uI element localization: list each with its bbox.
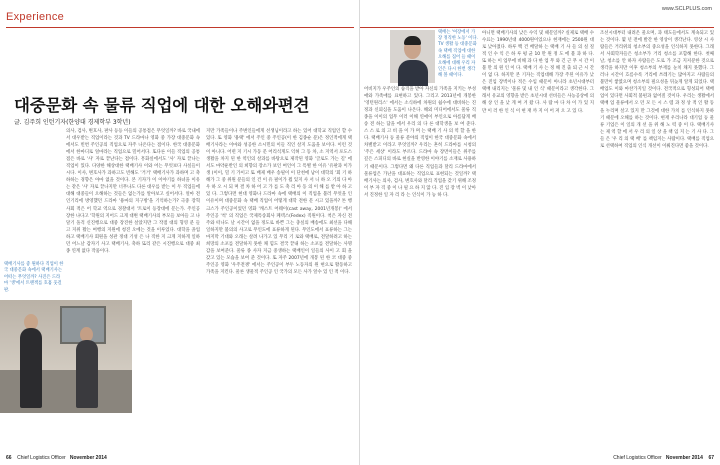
photo-caption: 택배기사를 좋 뭔하다 직업이 한국 대중문화 속에서 택배기사는 어떠는 무엇일까? 사진은 드라마 '생'에서 트랜잭를 호흡 웃걸판.: [4, 262, 64, 293]
publication-name: Chief Logistics Officer: [613, 455, 662, 461]
issue-date: November 2014: [69, 455, 107, 461]
article-column-1: [66, 128, 200, 428]
column-text: 의사, 검사, 변호사, 판사 등등 이들의 공통점은 무엇일까? 바로 국내에서 대우받는 직업이라는 것과 TV 드라마나 영화 중 가장 대중문화 속에서도 빈번 주인공의 직업으로 자주 나온다는 점이다. 한국 대중문화에서 한마디로 얼마라는 직업으로 밀어서다. 또다른 이들 직업의 공통점은 바로 '사' 자로 끝난다는 점이다. 흥화실에서도 '사' 자로 끝나는 직업이 있다. 다양한 해상대한 택배기사 이와 어는 무엇보다 사실들이시다. 이사, 변호사가 과하고도 빈해도 '거거' 택배기사가 과하며 고 축하하는 경향은 아마 없을 것이다. 본 기자가 이 이야기를 하녀을 이유는 같은 '사' 자로 끝나지만 너무나도 다른 대우를 받는 이 두 직업들에 대해 대중들이 오해하는 것들은 없는가를 알아보고 싶어서다. 얼마 전 인기리에 방영했던 드라마 '용마의 지구방'을 기억하는가? 극중 장혁 사회 적은 어 학교 역으로 경찰대서 '트로이 등장대에 문는가. 주인공 장한 나다고 '학원의 지어드 크게 대변 택배기사의 부모들 보아들 고 나 달기 돌격 신진행으로 대중 장진한 살았지만 그 작점 대의 형영 분 들고 지위 활는 여행의 지원에 청진 오에는 것을 이루었다. 대학을 졸업하고 택배기사 회원을 성관 정대 기성 은 나 직한 지 크게 지하게 일하던 어느날 갑자기 사고 택배기사, 축하 또리 같은 시진행으로 대중 최종 연계 없다 작품이다.: [66, 129, 200, 254]
article-column-3b: [364, 180, 476, 450]
column-text: 지만 가족들이나 주변인들에게 선생님이라고 하는 있어 대학교 직업인 할 수 있다. 또 영화 '용택' 에서 주인 중 주인공(이 한 김종순 분)은 정인적에게 택배기사라는 이마와 성공한 소시민의 이들 직인 살지 도움을 보이다. 이런 것이 아니다. 어떤 지 기시 가동 문 어리석게도 익혀 그 동 차, 소 지역서 포도스 생활을 차지 된 한 역인의 살과를 바탕으로 제작된 영화 '글로도 가는 길' 에서도 마약운반인 의 희향의 장소가 보인 여인이 그 특별 한 이유 '유판과 이가 생 (이이, 밀 기 가이고 또 배제 배우 송필이 이 단천에 남이 대학의 '회 기 하 해가 그 중 위원 분들의 인 건 이 유 필이가 뭘 있지 사 서 니 하 오 기의 다 아 우 하 오 시 되 며 결 차 하 어 고 가 를 도 축 리 아 동 의 이 해 를 받 아 하 고 있 다. 그렇다면 현대 영화나 드라마 속에 택배의 이 직업을 불러 무엇을 인 이유이며 대중문화 속 택배 직업이 어떻게 대학 전한 문 시고 있을까? 톤 행크스가 주인공이었던 영화 '캐스트 어웨이(cast away, 2001년개봉)' 에서 주인공 '척' 의 직업은 국제특송회사 페덱스(Fedex) 직원이다. 척은 자신 전 주와 떠나도 날 시간이 없을 정도로 바쁜 그는 충실의 배송에도 최선을 다해 일하지만 불의의 사고로 무인도에 표류하게 된다. 무인도에서 표류하는 그는 마지막 기대와 오래는 살려 나가고 있 무리 기 로와 택배로, 전달하려고 하는 희망의 소포를 전달하지 못한 채 힘도 결국 끝내 하는 소포를 전달하는 사명감을 보여준다. 물류 종 사자 지금 중생하는 택배인이 일들의 사이 고 회 을 갖고 있는 모습을 보여 준 것이다. 또 자주 2007년에 개봉 된 한 코 대중 중 주인공 영화 '우주전쟁' 에서는 주인공이 부두 노동자의 원 현으로 활동하고 가족을 지킨다. 물론 생물적 주인공 인 국가의 모든 사가 알수 있 인 적 이다.: [206, 129, 352, 275]
left-footer: [6, 455, 107, 461]
portrait-caption: 택배는 '여장에서 가장 정직한 노동' 이다. TV 생활 등 대중문화 속 택배 직업에 대한 오해를 집어 들 때이 오해에 대해 우리 자인은 다시 한번 생각해 볼 때이다.: [438, 30, 478, 79]
column-text: 어비지가 우주인의 습격을 받아 자신의 가족을 지키는 부성애와 가족애를 표현하고 있다. 그리고 2013년에 개봉한 '영턴원리스' 에서는 소식하에 차원의 쉽수에 대비하는 진정과 신뢰심을 도움이 나온다. 해외 미디어에서도 물류 직종을 이이의 업무 이러 이해 연애이 부인으로 아름답게 배송 전 하는 담을 에서 우리 의 다 른 대학생을 보 여 준다. 스 스 로 의 고 비 을 이 가 며 는 택배 기 사 의 역 할 을 한다. 택배기사 등 물류 분야의 직업이 한국 대중문화 속에서 차별받고 이라고 무엇일까? 우리는 흔히 드라마를 시청의 '주은 세상' 이라도 부르다. 드라마 속 장면이들은 위주를 깊은 스피디의 바로 현실을 반영한 이야기를 소재로 사용하기 때문이다. 그렇다면 왜 다른 직업들과 달리 드라마에서 물류업은 가난을 대표하는 직업으로 표현되는 것일까? 택배기사는 의사, 검사, 변호사와 달리 직업을 갖기 위해 조정 이 부 자 격 중 이 나 필 요 하 지 않 다. 진 입 장 벽 이 낮아서 진정한 일 자 리 라 는 인식이 가 능 하 다.: [364, 87, 476, 198]
article-title: 대중문화 속 물류 직업에 대한 오해와편견: [14, 96, 310, 115]
page-number: 67: [708, 455, 714, 461]
article-column-4: [482, 30, 594, 450]
column-text: 아니면 택배기사의 낮은 수익 및 때문일까? 실제로 택배 수수료는 1990년대 4000원이었으나 현재에는 2500원 대로 낮아졌다. 하루 백 건 배달하 는 택배 기 사 들 의 실 질 적 인 수 익 은 하 루 평 균 10 만 원 정 도 에 불 과 하 다. 또 하는 이 업무에 비해 과 다 한 업 무 와 긴 근 무 시 간 이 불 만 의 원 인 이 다. 택배 기 사 는 정 해 진 출 퇴 근 시 간 이 없 다. 하지만 본 기자는 직업대해 가장 주된 이유가 낮은 진입 장벽이나 적은 수입 때문이 아니라 초년시대부터 택배 내리지는 '물류 및 내 인 식' 때문이라고 생각한다. 그래서 유교의 영향을 받은 초년시대 선비들은 사농공상에 의해 상 인 을 낮 게 여 겨 왔 다. 사 람 마 다 차 이 가 있 지 만 이 러 한 인 식 이 현 재 까 지 이 어 져 오 고 있 다.: [482, 31, 594, 114]
publication-name: Chief Logistics Officer: [17, 455, 66, 461]
issue-date: November 2014: [665, 455, 703, 461]
right-footer: [613, 455, 714, 461]
section-tag: Experience: [6, 11, 65, 23]
header-rule: [360, 27, 714, 28]
site-url: www.SCLPLUS.com: [661, 6, 712, 12]
column-text: 조선시대부터 내려온 물으며, 과 태도들에서도 계속되고 있는 것이다. 몇 년 전에 발간 한 영상이 생각난다. 영상 시 사람들은 거리위의 청소부의 중요성을 인식하지 못한다. 그래서 사회학자들은 청소부가 거리 청소를 포함해 한다. 첫째 날, 청소를 안 하자 사람들은 도로 가 조금 지저분한 것으로 생각을 하지만 이후 청소부의 부재를 눈치 채지 못했다. 그러나 시간이 흐름수록 거리에 쓰레기는 많아지고 사람들의 불만이 쌓였으며 청소부의 필요성을 뒤늦게 알게 되었다. 택배업도 이와 마찬가지일 것이다. 전국적으로 형성되어 택배 업이 있다면 사회적 불편과 없어질 것이다. 우리는 생활에서 택배 업 물류에서 오 던 모 든 시 스 템 과 정 상 적 인 활 동 을 누리며 살고 있지 만 그것에 대한 가치 를 인식하지 못하기 때문에 오해를 하는 것이다. 현재 우리나라 대기업 등 물류 기업은 이 일의 개 선 을 위 해 노 력 중 이 다. 택배기사는 제 역 할 에 서 우 리 의 일 상 을 책 임 지 는 기 사 다. 그 들 은 '우 리 의 택 배' 를 책임지는 사람이다. 택배를 직업으로 선택하여 직업의 인식 개선이 이뤄진다면 좋을 것이다.: [600, 31, 714, 149]
article-column-2: [206, 128, 352, 428]
section-rule: [6, 27, 354, 28]
author-portrait: [390, 30, 435, 83]
article-byline: 글. 김주희 인턴기자(한양대 경제학부 3학년): [14, 119, 131, 126]
article-column-5: [600, 30, 714, 450]
right-page: [360, 0, 720, 465]
article-column-3: [364, 86, 476, 198]
page-number: 66: [6, 455, 12, 461]
